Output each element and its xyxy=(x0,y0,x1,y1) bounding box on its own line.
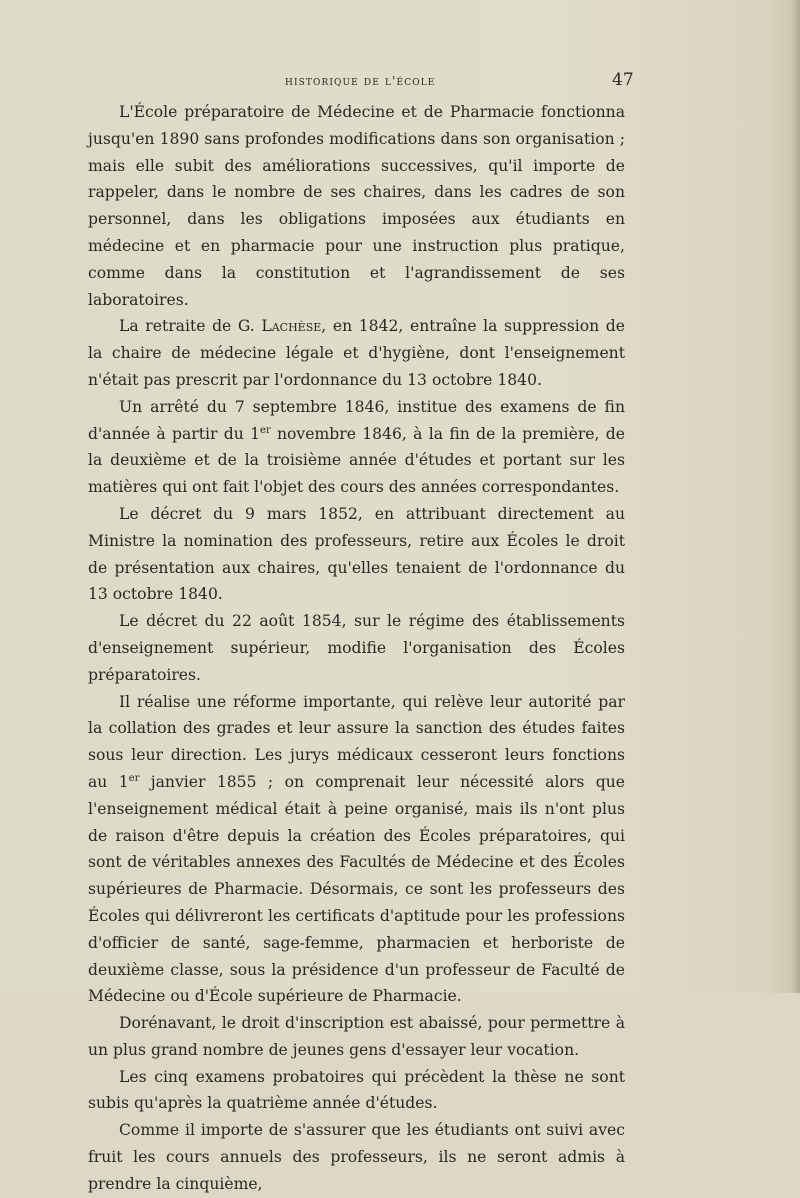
body-text xyxy=(88,99,625,1198)
ordinal-superscript: er xyxy=(128,772,140,784)
paragraph-2: La retraite de G. Lachèse, en 1842, entraîne la suppression de la chaire de médecine légale et d'hygiène, dont l'enseignement n'était pas prescrit par l'ordonnance du 13 octobre 1840. xyxy=(88,317,625,389)
ordinal-superscript: er xyxy=(260,424,271,436)
person-name: Lachèse xyxy=(261,317,322,336)
paragraph-3: Un arrêté du 7 septembre 1846, institue des examens de fin d'année à partir du 1er novembre 1846, à la fin de la première, de la deuxième et de la troisième année d'études et portant sur les matières qui ont fait l'objet des cours des années correspondantes. xyxy=(88,397,625,497)
paragraph-8: Les cinq examens probatoires qui précèdent la thèse ne sont subis qu'après la quatrième année d'études. xyxy=(88,1067,625,1113)
paragraph-5: Le décret du 22 août 1854, sur le régime des établissements d'enseignement supérieur, modifie l'organisation des Écoles préparatoires. xyxy=(88,612,625,684)
paragraph-1: L'École préparatoire de Médecine et de Pharmacie fonctionna jusqu'en 1890 sans profondes modifications dans son organisation ; mais elle subit des améliorations successives, qu'il importe de rappeler, dans le nombre de ses chaires, dans les cadres de son personnel, dans les obligations imposées aux étudiants en médecine et en pharmacie pour une instruction plus pratique, comme dans la constitution et l'agrandissement de ses laboratoires. xyxy=(88,103,625,309)
paragraph-9: Comme il importe de s'assurer que les étudiants ont suivi avec fruit les cours annuels des professeurs, ils ne seront admis à prendre la cinquième, xyxy=(88,1121,625,1193)
paragraph-4: Le décret du 9 mars 1852, en attribuant directement au Ministre la nomination des professeurs, retire aux Écoles le droit de présentation aux chaires, qu'elles tenaient de l'ordonnance du 13 octobre 1840. xyxy=(88,504,625,604)
paragraph-7: Dorénavant, le droit d'inscription est abaissé, pour permettre à un plus grand nombre de jeunes gens d'essayer leur vocation. xyxy=(88,1014,625,1059)
paragraph-6: Il réalise une réforme importante, qui relève leur autorité par la collation des grades et leur assure la sanction des études faites sous leur direction. Les jurys médicaux cesseront leurs fonctions au 1er janvier 1855 ; on comprenait leur nécessité alors que l'enseignement médical était à peine organisé, mais ils n'ont plus de raison d'être depuis la création des Écoles préparatoires, qui sont de véritables annexes des Facultés de Médecine et des Écoles supérieures de Pharmacie. Désormais, ce sont les professeurs des Écoles qui délivreront les certificats d'aptitude pour les professions d'officier de santé, sage-femme, pharmacien et herboriste de deuxième classe, sous la présidence d'un professeur de Faculté de Médecine ou d'École supérieure de Pharmacie. xyxy=(88,692,626,1006)
running-title: historique de l'école xyxy=(285,73,436,88)
running-header xyxy=(0,70,800,93)
page-number: 47 xyxy=(612,70,634,90)
page-edge-shadow xyxy=(792,0,800,993)
